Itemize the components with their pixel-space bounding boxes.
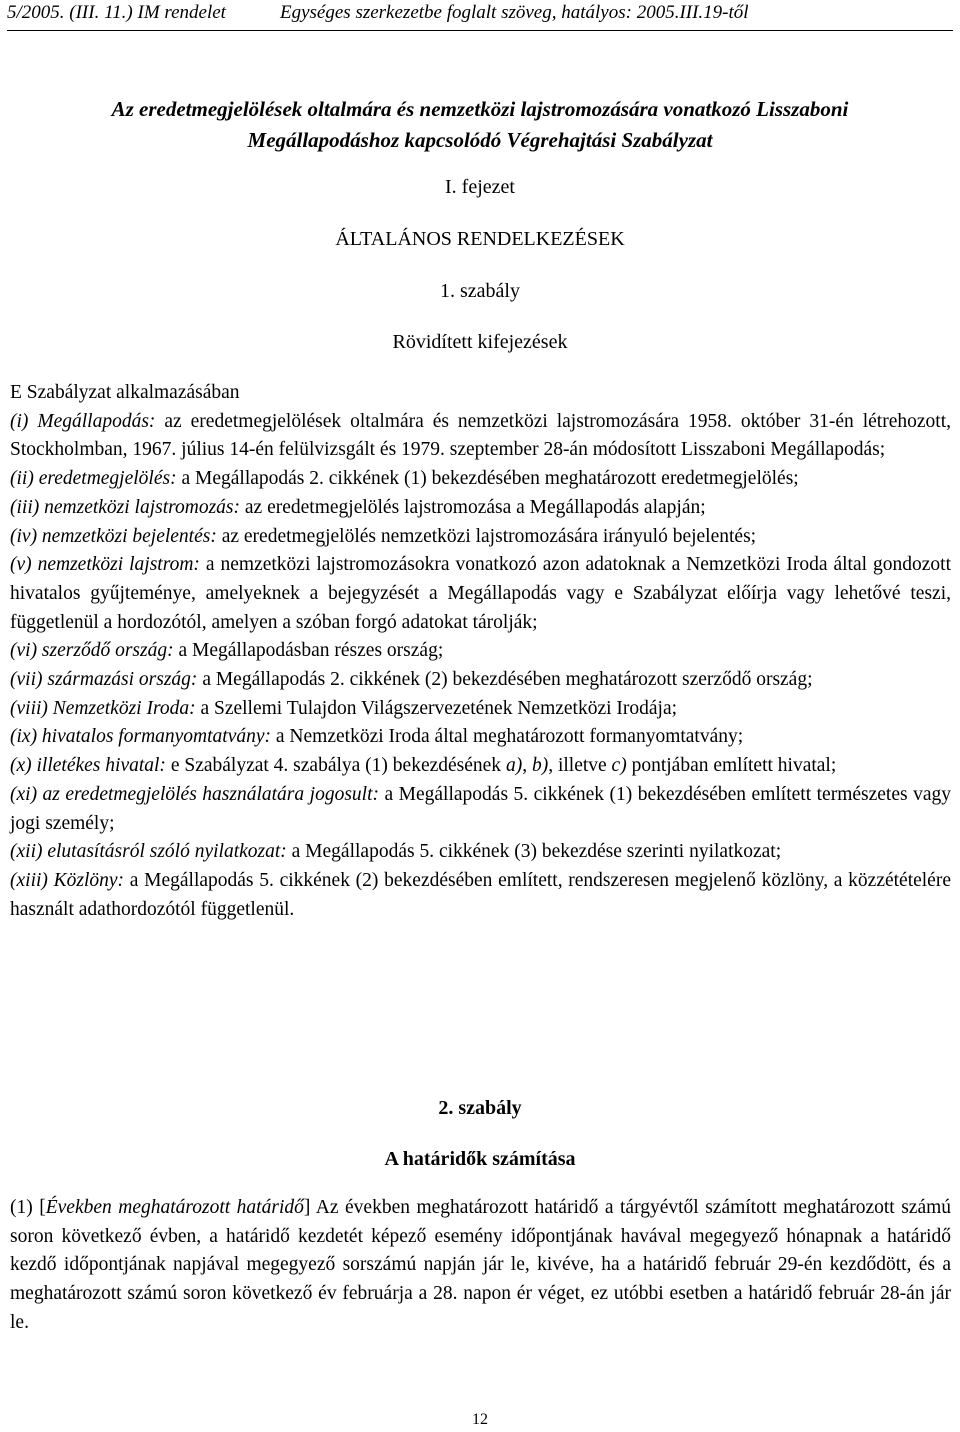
paragraph-body: ] Az években meghatározott határidő a tárgyévtől számított meghatározott számú soron következő évben, a határidő kezdetét képező esemény időpontjának havával megegyező hónapnak a határidő kezdő időpontjának napjával megegyező sorszámú napján jár le, kivéve, ha a határidő február 29-én kezdődött, és a meghatározott számú soron következő év februárja a 28. napon ér véget, ez utóbbi esetben a határidő február 28-án jár le. <box>10 1197 952 1333</box>
definition-item <box>10 781 951 838</box>
definition-term: (xiii) Közlöny: <box>10 869 125 891</box>
paragraph-text <box>10 1194 951 1338</box>
definition-text: a Megállapodás 2. cikkének (1) bekezdésében meghatározott eredetmegjelölés; <box>176 468 799 490</box>
rule-1-number: 1. szabály <box>440 280 520 302</box>
definition-text: a nemzetközi lajstromozásokra vonatkozó azon adatoknak a Nemzetközi Iroda által gondozott hivatalos gyűjteménye, amelyeknek a bejegyzését a Megállapodás vagy e Szabályzat előírja vagy lehetővé teszi, függetlenül a hordozótól, amelyen a szóban forgó adatokat tárolják; <box>10 554 951 633</box>
definition-term: (iv) nemzetközi bejelentés: <box>10 525 217 547</box>
rule-1-definitions <box>10 379 951 924</box>
definition-item <box>10 494 951 523</box>
definition-text: a Megállapodásban részes ország; <box>173 640 444 662</box>
definition-term: (i) Megállapodás: <box>10 410 156 432</box>
definition-text: , illetve <box>548 755 612 777</box>
definition-item <box>10 551 951 637</box>
page-header <box>7 0 953 31</box>
definition-term: (x) illetékes hivatal: <box>10 755 166 777</box>
definition-text: a Megállapodás 5. cikkének (1) bekezdésében említett természetes vagy jogi személy; <box>10 783 951 834</box>
definitions-intro: E Szabályzat alkalmazásában <box>10 382 240 403</box>
definition-term: (ix) hivatalos formanyomtatvány: <box>10 726 272 748</box>
definition-item <box>10 695 951 724</box>
document-title-line-1: Az eredetmegjelölések oltalmára és nemzetközi lajstromozására vonatkozó Lisszaboni <box>111 97 849 121</box>
definition-text: e Szabályzat 4. szabálya (1) bekezdésének <box>165 755 506 777</box>
document-title-line-2: Megállapodáshoz kapcsolódó Végrehajtási Szabályzat <box>247 128 713 152</box>
definition-term: (viii) Nemzetközi Iroda: <box>10 697 196 719</box>
definition-item <box>10 867 951 924</box>
definition-term: (vi) szerződő ország: <box>10 640 174 662</box>
definition-term: (vii) származási ország: <box>10 669 198 691</box>
definition-text: a Szellemi Tulajdon Világszervezetének Nemzetközi Irodája; <box>195 697 678 719</box>
definition-text: a Nemzetközi Iroda által meghatározott formanyomtatvány; <box>271 726 744 748</box>
definition-term: (ii) eredetmegjelölés: <box>10 468 177 490</box>
header-consolidated-note: Egységes szerkezetbe foglalt szöveg, hatályos: 2005.III.19-től <box>280 2 749 23</box>
definition-text: a Megállapodás 2. cikkének (2) bekezdésében meghatározott szerződő ország; <box>197 669 813 691</box>
definition-item <box>10 465 951 494</box>
definition-text: az eredetmegjelölések oltalmára és nemzetközi lajstromozására 1958. október 31-én létrehozott, Stockholmban, 1967. július 14-én felülvizsgált és 1979. szeptember 28-án módosított Lisszaboni Megállapodás; <box>10 410 951 461</box>
rule-2-heading: A határidők számítása <box>384 1148 576 1170</box>
definition-item <box>10 752 951 781</box>
definition-point-ref: c) <box>611 755 627 777</box>
definition-item <box>10 838 951 867</box>
definition-text: a Megállapodás 5. cikkének (3) bekezdése szerinti nyilatkozat; <box>286 841 782 863</box>
definition-item <box>10 637 951 666</box>
definition-text: , <box>522 755 532 777</box>
definition-item <box>10 666 951 695</box>
definition-term: (xi) az eredetmegjelölés használatára jogosult: <box>10 783 379 805</box>
document-title <box>10 94 950 156</box>
definition-term: (xii) elutasításról szóló nyilatkozat: <box>10 841 287 863</box>
definition-point-ref: b) <box>531 755 549 777</box>
paragraph-title: Években meghatározott határidő <box>45 1197 304 1218</box>
rule-2-number: 2. szabály <box>438 1097 522 1119</box>
definition-text: az eredetmegjelölés nemzetközi lajstromozására irányuló bejelentés; <box>216 525 757 547</box>
definition-item <box>10 523 951 552</box>
definition-point-ref: a) <box>505 755 523 777</box>
definition-item <box>10 723 951 752</box>
page-number: 12 <box>472 1411 488 1428</box>
definition-text: a Megállapodás 5. cikkének (2) bekezdésében említett, rendszeresen megjelenő közlöny, a közzétételére használt adathordozótól függetlenül. <box>10 869 951 920</box>
chapter-name: ÁLTALÁNOS RENDELKEZÉSEK <box>335 228 625 250</box>
rule-2-paragraph-1 <box>10 1194 951 1338</box>
chapter-number: I. fejezet <box>445 176 515 198</box>
rule-1-heading: Rövidített kifejezések <box>392 331 568 353</box>
definition-item <box>10 408 951 465</box>
definition-term: (v) nemzetközi lajstrom: <box>10 554 200 576</box>
definition-text: az eredetmegjelölés lajstromozása a Megállapodás alapján; <box>240 496 706 518</box>
definition-term: (iii) nemzetközi lajstromozás: <box>10 496 241 518</box>
paragraph-number: (1) [ <box>10 1197 46 1218</box>
header-regulation-ref: 5/2005. (III. 11.) IM rendelet <box>7 2 226 23</box>
definition-text: pontjában említett hivatal; <box>626 755 837 777</box>
